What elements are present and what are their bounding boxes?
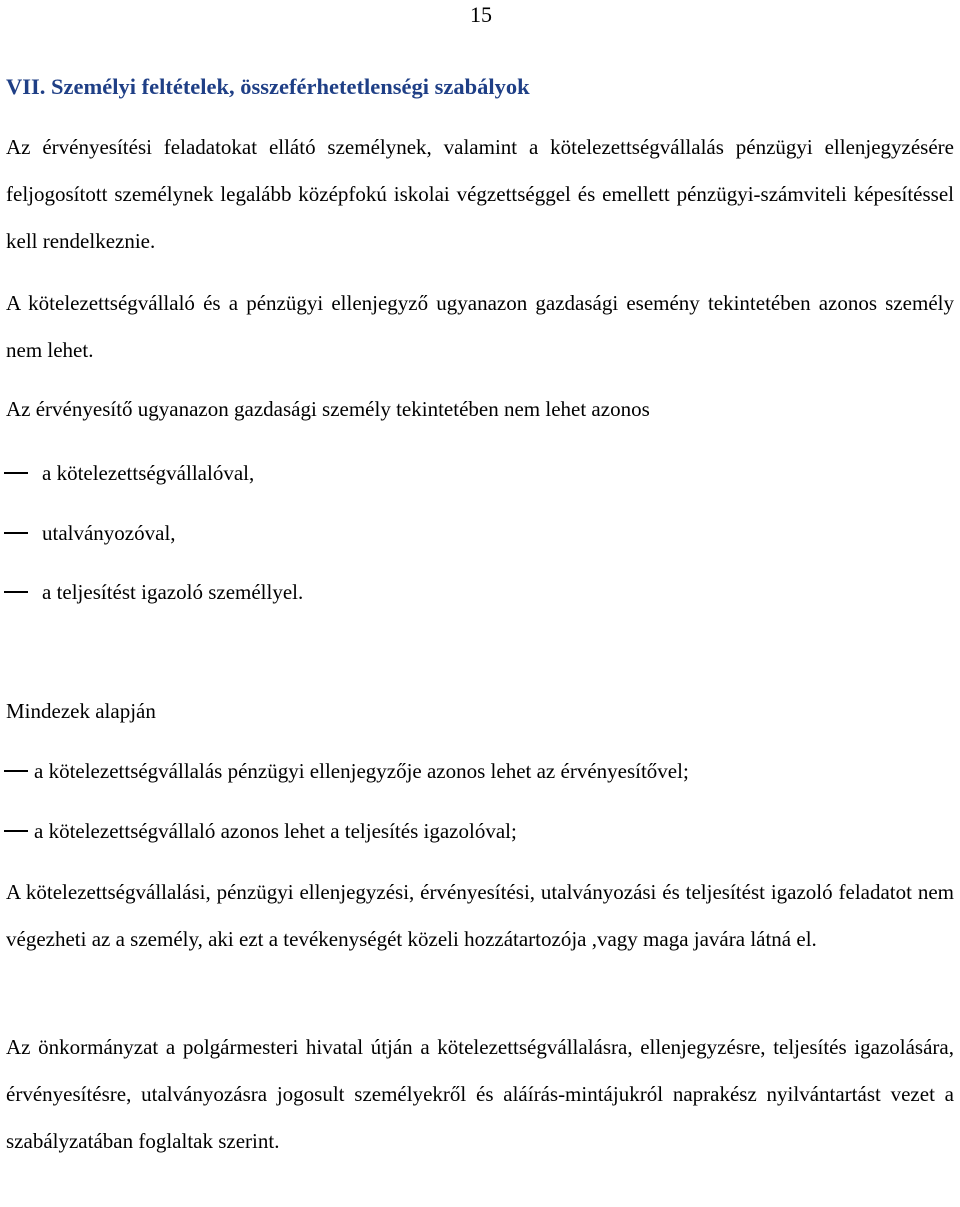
- paragraph-incompatibility: A kötelezettségvállaló és a pénzügyi ellenjegyző ugyanazon gazdasági esemény tekintetében azonos személy nem lehet.: [6, 291, 954, 362]
- paragraph-qualification: Az érvényesítési feladatokat ellátó személynek, valamint a kötelezettségvállalás pénzügyi ellenjegyzésére feljogosított személynek legalább középfokú iskolai végzettséggel és emellett pénzügyi-számviteli képesítéssel kell rendelkeznie.: [6, 135, 954, 253]
- list-item-text: a kötelezettségvállalóval,: [42, 461, 255, 485]
- page-number: 15: [470, 2, 492, 27]
- list-item-text: a teljesítést igazoló személlyel.: [42, 580, 304, 604]
- dash-bullet: [4, 532, 28, 534]
- paragraph-registry: Az önkormányzat a polgármesteri hivatal útján a kötelezettségvállalásra, ellenjegyzésre, teljesítés igazolására, érvényesítésre, utalványozásra jogosult személyekről és aláírás-mintájukról naprakész nyilvántartást vezet a szabályzatában foglaltak szerint.: [6, 1035, 954, 1153]
- paragraph-relatives: A kötelezettségvállalási, pénzügyi ellenjegyzési, érvényesítési, utalványozási és teljesítést igazoló feladatot nem végezheti az a személy, aki ezt a tevékenységét közeli hozzátartozója ,vagy maga javára látná el.: [6, 880, 954, 951]
- section-heading: VII. Személyi feltételek, összeférhetetlenségi szabályok: [6, 74, 530, 99]
- paragraph-validator: Az érvényesítő ugyanazon gazdasági személy tekintetében nem lehet azonos: [6, 397, 650, 421]
- dash-bullet: [4, 770, 28, 772]
- list-item-text: utalványozóval,: [42, 521, 176, 545]
- dash-bullet: [4, 472, 28, 474]
- list-item-text: a kötelezettségvállaló azonos lehet a teljesítés igazolóval;: [34, 819, 517, 843]
- list-item-text: a kötelezettségvállalás pénzügyi ellenjegyzője azonos lehet az érvényesítővel;: [34, 759, 689, 783]
- dash-bullet: [4, 591, 28, 593]
- paragraph-summary: Mindezek alapján: [6, 699, 156, 723]
- dash-bullet: [4, 830, 28, 832]
